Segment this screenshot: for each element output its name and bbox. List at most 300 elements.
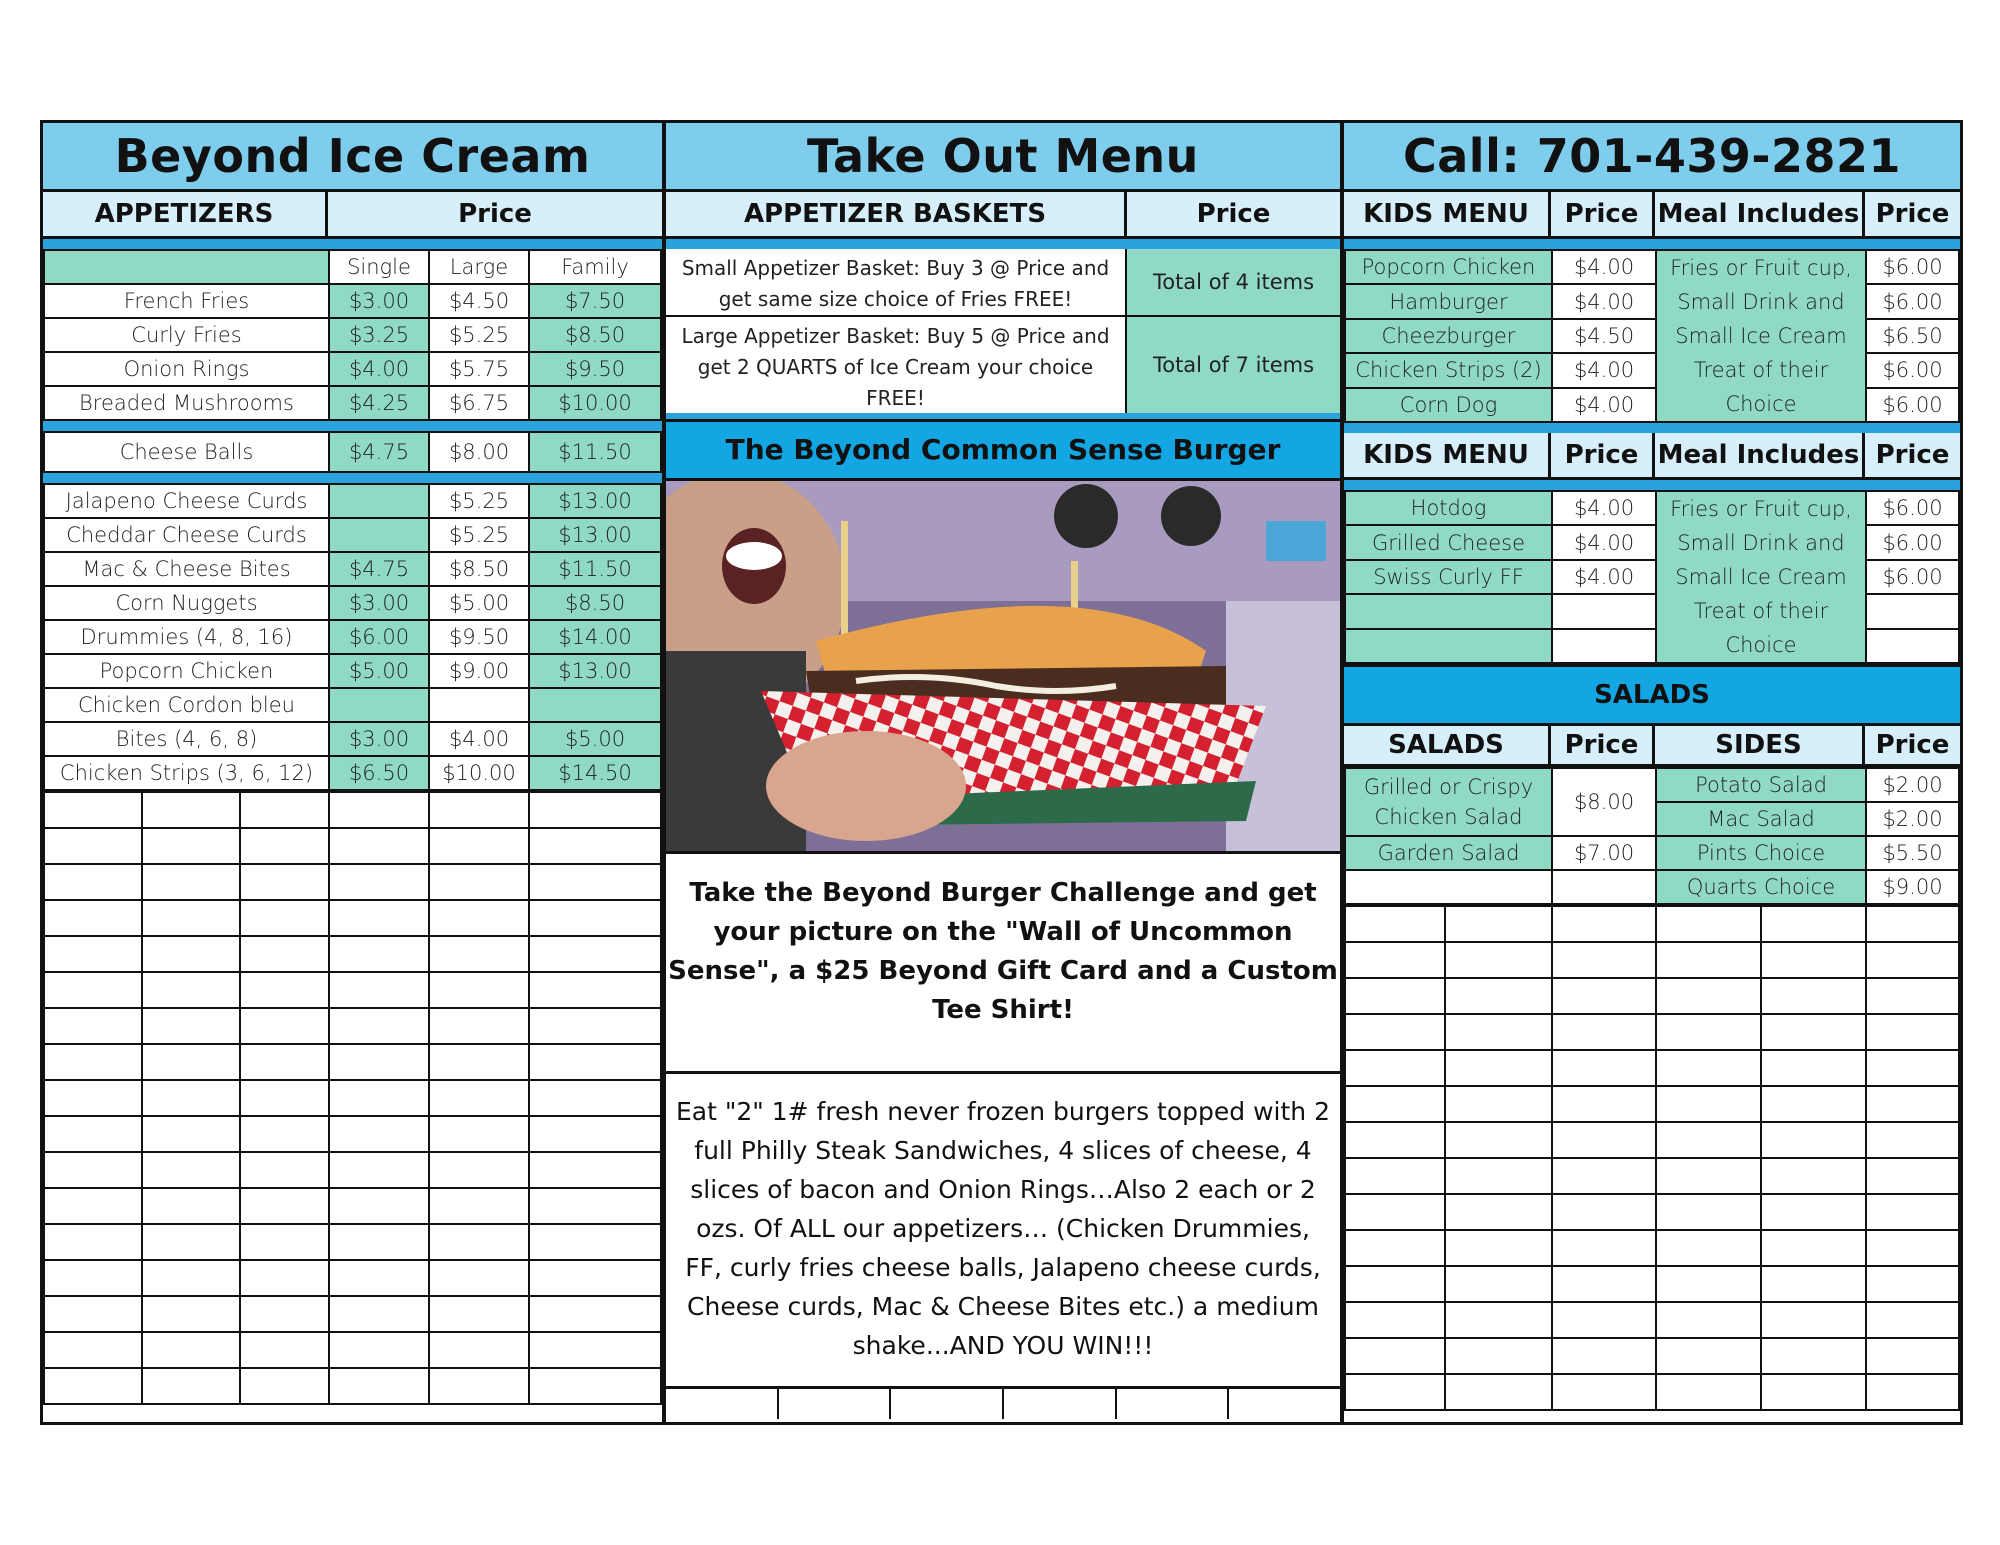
empty-cell [529,1116,661,1152]
empty-cell [429,1332,529,1368]
empty-cell [1445,1050,1552,1086]
empty-row [1345,1050,1959,1086]
meal-price-heading: Price [1875,440,1950,470]
menu-row [44,654,661,688]
divider-bar [43,473,662,483]
empty-cell [240,1296,329,1332]
empty-row [1345,1014,1959,1050]
empty-cell [1761,978,1866,1014]
meal-price: $6.50 [1866,319,1959,353]
price-heading: Price [1551,192,1655,236]
large-price: $5.75 [429,352,529,386]
item-name: Popcorn Chicken [44,654,329,688]
empty-cell [1345,978,1445,1014]
kids-menu-panel [1341,120,1963,1425]
empty-cell [142,1332,240,1368]
empty-row [1345,1302,1959,1338]
meal-line: Choice [1725,633,1797,657]
empty-row [44,936,661,972]
item-price: $4.00 [1552,353,1656,387]
item-price [1552,594,1656,628]
item-price: $4.00 [1552,388,1656,422]
empty-cell [429,900,529,936]
empty-row [44,1044,661,1080]
empty-cell [1345,1122,1445,1158]
side-price: $2.00 [1866,802,1959,836]
meal-line: Treat of their [1693,358,1829,382]
empty-cell [1345,1158,1445,1194]
empty-row [44,1260,661,1296]
family-price: $11.50 [529,552,661,586]
empty-cell [329,864,429,900]
empty-cell [1866,978,1959,1014]
side-price: $5.50 [1866,836,1959,870]
empty-cell [1345,1086,1445,1122]
empty-cell [1445,1086,1552,1122]
empty-cell [142,792,240,828]
empty-cell [529,864,661,900]
single-price [329,688,429,722]
empty-cell [529,1224,661,1260]
menu-row [1345,629,1959,663]
empty-row [44,1008,661,1044]
item-name: Popcorn Chicken [1345,250,1552,284]
empty-cell [1445,1374,1552,1410]
empty-row [1345,1374,1959,1410]
empty-cell [1552,1122,1656,1158]
menu-row [44,722,661,756]
meal-price: $6.00 [1866,560,1959,594]
empty-cell [44,1152,142,1188]
empty-cell [1656,906,1761,942]
empty-cell [142,1116,240,1152]
single-price: $4.75 [329,432,429,472]
empty-cell [529,828,661,864]
empty-cell [1866,1194,1959,1230]
empty-cell [1445,978,1552,1014]
empty-cell [329,1152,429,1188]
empty-cell [240,1152,329,1188]
empty-cell [1656,1194,1761,1230]
empty-cell [1656,1050,1761,1086]
single-price: $4.00 [329,352,429,386]
price-heading: Price [1551,433,1655,477]
empty-cell [1445,1230,1552,1266]
divider-bar [43,421,662,431]
side-price: $2.00 [1866,768,1959,802]
empty-cell [44,864,142,900]
empty-cell [44,1044,142,1080]
empty-cell [1552,1338,1656,1374]
kids-menu-table-1 [1344,249,1960,423]
side-name: Mac Salad [1656,802,1866,836]
empty-row [1345,906,1959,942]
blank-cell [44,250,329,284]
empty-cell [1552,906,1656,942]
price-heading: Price [1551,726,1655,764]
empty-cell [1761,1158,1866,1194]
meal-price: $6.00 [1866,284,1959,318]
phone-number: Call: 701-439-2821 [1344,123,1960,192]
empty-cell [429,1224,529,1260]
empty-row [1345,1086,1959,1122]
empty-cell [1445,1302,1552,1338]
item-name: Chicken Strips (3, 6, 12) [44,756,329,790]
empty-row [1345,1158,1959,1194]
empty-row [44,792,661,828]
size-single: Single [329,250,429,284]
large-price: $8.00 [429,432,529,472]
empty-cell [1866,942,1959,978]
empty-row [44,972,661,1008]
item-price: $4.00 [1552,250,1656,284]
empty-cell [429,1152,529,1188]
empty-cell [429,1044,529,1080]
empty-cell [1345,1338,1445,1374]
empty-cell [1552,1230,1656,1266]
single-price [329,518,429,552]
menu-row [1345,284,1959,318]
empty-cell [529,900,661,936]
empty-cell [329,1224,429,1260]
menu-row [1345,768,1959,802]
empty-cell [1656,1266,1761,1302]
empty-cell [1761,942,1866,978]
empty-cell [1004,1389,1117,1419]
meal-includes [1656,491,1866,663]
family-price: $9.50 [529,352,661,386]
item-name [1345,629,1552,663]
empty-cell [529,936,661,972]
empty-cell [1866,1086,1959,1122]
menu-row [44,352,661,386]
salad-price: $8.00 [1552,768,1656,836]
kids-menu-heading: KIDS MENU [1344,433,1551,477]
empty-row [1345,1122,1959,1158]
empty-cell [329,1116,429,1152]
empty-cell [142,828,240,864]
baskets-heading: APPETIZER BASKETS [666,192,1127,236]
empty-cell [44,1296,142,1332]
menu-row [44,484,661,518]
empty-row [44,1188,661,1224]
large-basket-total: Total of 7 items [1127,317,1340,413]
empty-cell [429,828,529,864]
empty-cell [142,936,240,972]
challenge-rules: Eat "2" 1# fresh never frozen burgers topped with 2 full Philly Steak Sandwiches, 4 slices of cheese, 4 slices of bacon and Onion Rings…Also 2 each or 2 ozs. Of ALL our appetizers… (Chicken Drummies, FF, curly fries cheese balls, Jalapeno cheese curds, Cheese curds, Mac & Cheese Bites etc.) a medium shake...AND YOU WIN!!! [666,1074,1340,1389]
empty-cell [329,972,429,1008]
single-price: $3.00 [329,722,429,756]
empty-cell [44,1260,142,1296]
price-heading: Price [458,199,532,229]
empty-cell [1656,1374,1761,1410]
empty-cell [1761,1086,1866,1122]
empty-cell [1229,1389,1340,1419]
salads-sides-table [1344,767,1960,905]
large-basket-desc: Large Appetizer Basket: Buy 5 @ Price and get 2 QUARTS of Ice Cream your choice FREE! [666,317,1127,413]
meal-includes-heading: Meal Includes [1655,192,1865,236]
large-price: $5.25 [429,518,529,552]
menu-row [1345,388,1959,422]
empty-row [44,1116,661,1152]
empty-cell [240,1332,329,1368]
size-large: Large [429,250,529,284]
empty-cell [1866,1050,1959,1086]
empty-cell [529,792,661,828]
family-price: $14.50 [529,756,661,790]
empty-cell [1866,1338,1959,1374]
salad-price: $7.00 [1552,836,1656,870]
empty-grid [43,791,662,1405]
empty-cell [1445,1122,1552,1158]
empty-cell [1445,1266,1552,1302]
divider-bar [1344,239,1960,249]
meal-price: $6.00 [1866,525,1959,559]
family-price: $8.50 [529,586,661,620]
empty-cell [240,1008,329,1044]
empty-cell [1656,1230,1761,1266]
empty-cell [1552,942,1656,978]
empty-cell [529,1008,661,1044]
kids-menu-heading: KIDS MENU [1344,192,1551,236]
empty-cell [1445,1158,1552,1194]
empty-cell [1656,1158,1761,1194]
empty-cell [240,828,329,864]
empty-cell [1761,1050,1866,1086]
meal-price: $6.00 [1866,491,1959,525]
empty-cell [529,1080,661,1116]
empty-cell [240,1116,329,1152]
kids-menu-header [1344,433,1960,480]
empty-cell [1656,1122,1761,1158]
large-price: $9.50 [429,620,529,654]
empty-cell [1552,1302,1656,1338]
empty-cell [44,1116,142,1152]
item-name: Jalapeno Cheese Curds [44,484,329,518]
empty-cell [1761,1374,1866,1410]
side-price: $9.00 [1866,870,1959,904]
menu-row [44,386,661,420]
menu-row [1345,250,1959,284]
empty-cell [1866,1374,1959,1410]
empty-cell [329,1260,429,1296]
empty-cell [1761,1230,1866,1266]
take-out-panel [663,120,1343,1425]
meal-line: Fries or Fruit cup, [1670,256,1852,280]
empty-cell [1552,1194,1656,1230]
item-name: Mac & Cheese Bites [44,552,329,586]
empty-cell [1445,1194,1552,1230]
empty-cell [44,1224,142,1260]
menu-row [44,688,661,722]
meal-price-heading: Price [1875,199,1950,229]
empty-cell [1761,1122,1866,1158]
empty-grid [1344,905,1960,1411]
empty-cell [329,1080,429,1116]
empty-cell [666,1389,779,1419]
family-price: $14.00 [529,620,661,654]
empty-cell [44,936,142,972]
empty-cell [142,1080,240,1116]
menu-row [44,432,661,472]
side-name: Potato Salad [1656,768,1866,802]
empty-cell [329,1188,429,1224]
empty-cell [1761,1014,1866,1050]
empty-cell [44,1008,142,1044]
meal-line: Small Drink and [1677,531,1845,555]
single-price: $5.00 [329,654,429,688]
empty-cell [1345,1230,1445,1266]
large-price: $5.00 [429,586,529,620]
family-price: $8.50 [529,318,661,352]
meal-price [1866,594,1959,628]
item-name: Corn Nuggets [44,586,329,620]
empty-cell [240,1044,329,1080]
cheese-balls-table [43,431,662,473]
salad-name: Garden Salad [1345,836,1552,870]
empty-cell [1345,906,1445,942]
meal-includes [1656,250,1866,422]
appetizers-heading: APPETIZERS [43,192,328,236]
empty-cell [1552,1158,1656,1194]
empty-cell [44,828,142,864]
salads-band: SALADS [1344,664,1960,726]
empty-cell [529,1296,661,1332]
menu-row [1345,319,1959,353]
empty-row [44,1080,661,1116]
family-price: $5.00 [529,722,661,756]
empty-cell [329,1008,429,1044]
item-name: Hamburger [1345,284,1552,318]
empty-cell [1552,1374,1656,1410]
empty-cell [240,864,329,900]
family-price: $13.00 [529,654,661,688]
menu-row [44,586,661,620]
empty-cell [1656,1338,1761,1374]
menu-row [44,318,661,352]
item-name: Hotdog [1345,491,1552,525]
empty-cell [240,1224,329,1260]
side-name: Quarts Choice [1656,870,1866,904]
menu-row [1345,560,1959,594]
empty-cell [429,1080,529,1116]
item-name: Drummies (4, 8, 16) [44,620,329,654]
empty-cell [240,972,329,1008]
empty-cell [1445,1338,1552,1374]
family-price: $13.00 [529,484,661,518]
menu-row [1345,594,1959,628]
empty-cell [1761,1266,1866,1302]
kids-menu-header [1344,192,1960,239]
empty-cell [240,936,329,972]
empty-cell [44,972,142,1008]
item-name: Cheese Balls [44,432,329,472]
meal-line: Small Ice Cream [1675,565,1847,589]
single-price: $4.75 [329,552,429,586]
divider-bar [1344,480,1960,490]
empty-cell [429,792,529,828]
empty-cell [142,972,240,1008]
empty-cell [1117,1389,1230,1419]
item-price: $4.00 [1552,491,1656,525]
empty-grid [666,1389,1340,1419]
appetizers-header [43,192,662,239]
single-price: $4.25 [329,386,429,420]
empty-cell [1345,1050,1445,1086]
empty-cell [429,1116,529,1152]
small-basket-desc: Small Appetizer Basket: Buy 3 @ Price and get same size choice of Fries FREE! [666,249,1127,315]
item-name: Curly Fries [44,318,329,352]
baskets-header [666,192,1340,239]
meal-line: Small Ice Cream [1675,324,1847,348]
divider-bar [1344,423,1960,433]
empty-cell [240,900,329,936]
empty-row [44,1296,661,1332]
empty-cell [1345,1014,1445,1050]
empty-cell [1866,1230,1959,1266]
meal-price: $6.00 [1866,388,1959,422]
item-name: Chicken Cordon bleu [44,688,329,722]
empty-cell [429,1296,529,1332]
empty-row [44,1152,661,1188]
empty-cell [329,792,429,828]
divider-bar [43,239,662,249]
empty-cell [1761,1302,1866,1338]
family-price: $13.00 [529,518,661,552]
empty-cell [1866,1014,1959,1050]
empty-cell [329,1296,429,1332]
empty-cell [429,1368,529,1404]
kids-menu-table-2 [1344,490,1960,664]
empty-row [1345,942,1959,978]
empty-cell [44,792,142,828]
empty-cell [142,1260,240,1296]
empty-cell [1866,1122,1959,1158]
empty-cell [1345,1302,1445,1338]
empty-row [1345,1230,1959,1266]
empty-cell [329,1332,429,1368]
empty-cell [1656,1086,1761,1122]
empty-cell [1866,906,1959,942]
challenge-title: The Beyond Common Sense Burger [666,419,1340,481]
item-name: Onion Rings [44,352,329,386]
item-name: Breaded Mushrooms [44,386,329,420]
price-heading: Price [1196,199,1271,229]
empty-cell [1345,1374,1445,1410]
item-price [1552,629,1656,663]
restaurant-name: Beyond Ice Cream [43,123,662,192]
empty-row [1345,1194,1959,1230]
item-name [1345,594,1552,628]
menu-row [1345,836,1959,870]
empty-cell [1866,1158,1959,1194]
empty-cell [1761,1194,1866,1230]
family-price: $7.50 [529,284,661,318]
empty-cell [1445,942,1552,978]
empty-cell [240,1188,329,1224]
empty-cell [240,1260,329,1296]
large-price: $4.50 [429,284,529,318]
item-name: Chicken Strips (2) [1345,353,1552,387]
divider-bar [666,239,1340,249]
item-price: $4.00 [1552,284,1656,318]
family-price: $10.00 [529,386,661,420]
menu-row [1345,525,1959,559]
empty-cell [329,1368,429,1404]
meal-line: Treat of their [1693,599,1829,623]
empty-row [1345,1266,1959,1302]
empty-cell [1445,1014,1552,1050]
